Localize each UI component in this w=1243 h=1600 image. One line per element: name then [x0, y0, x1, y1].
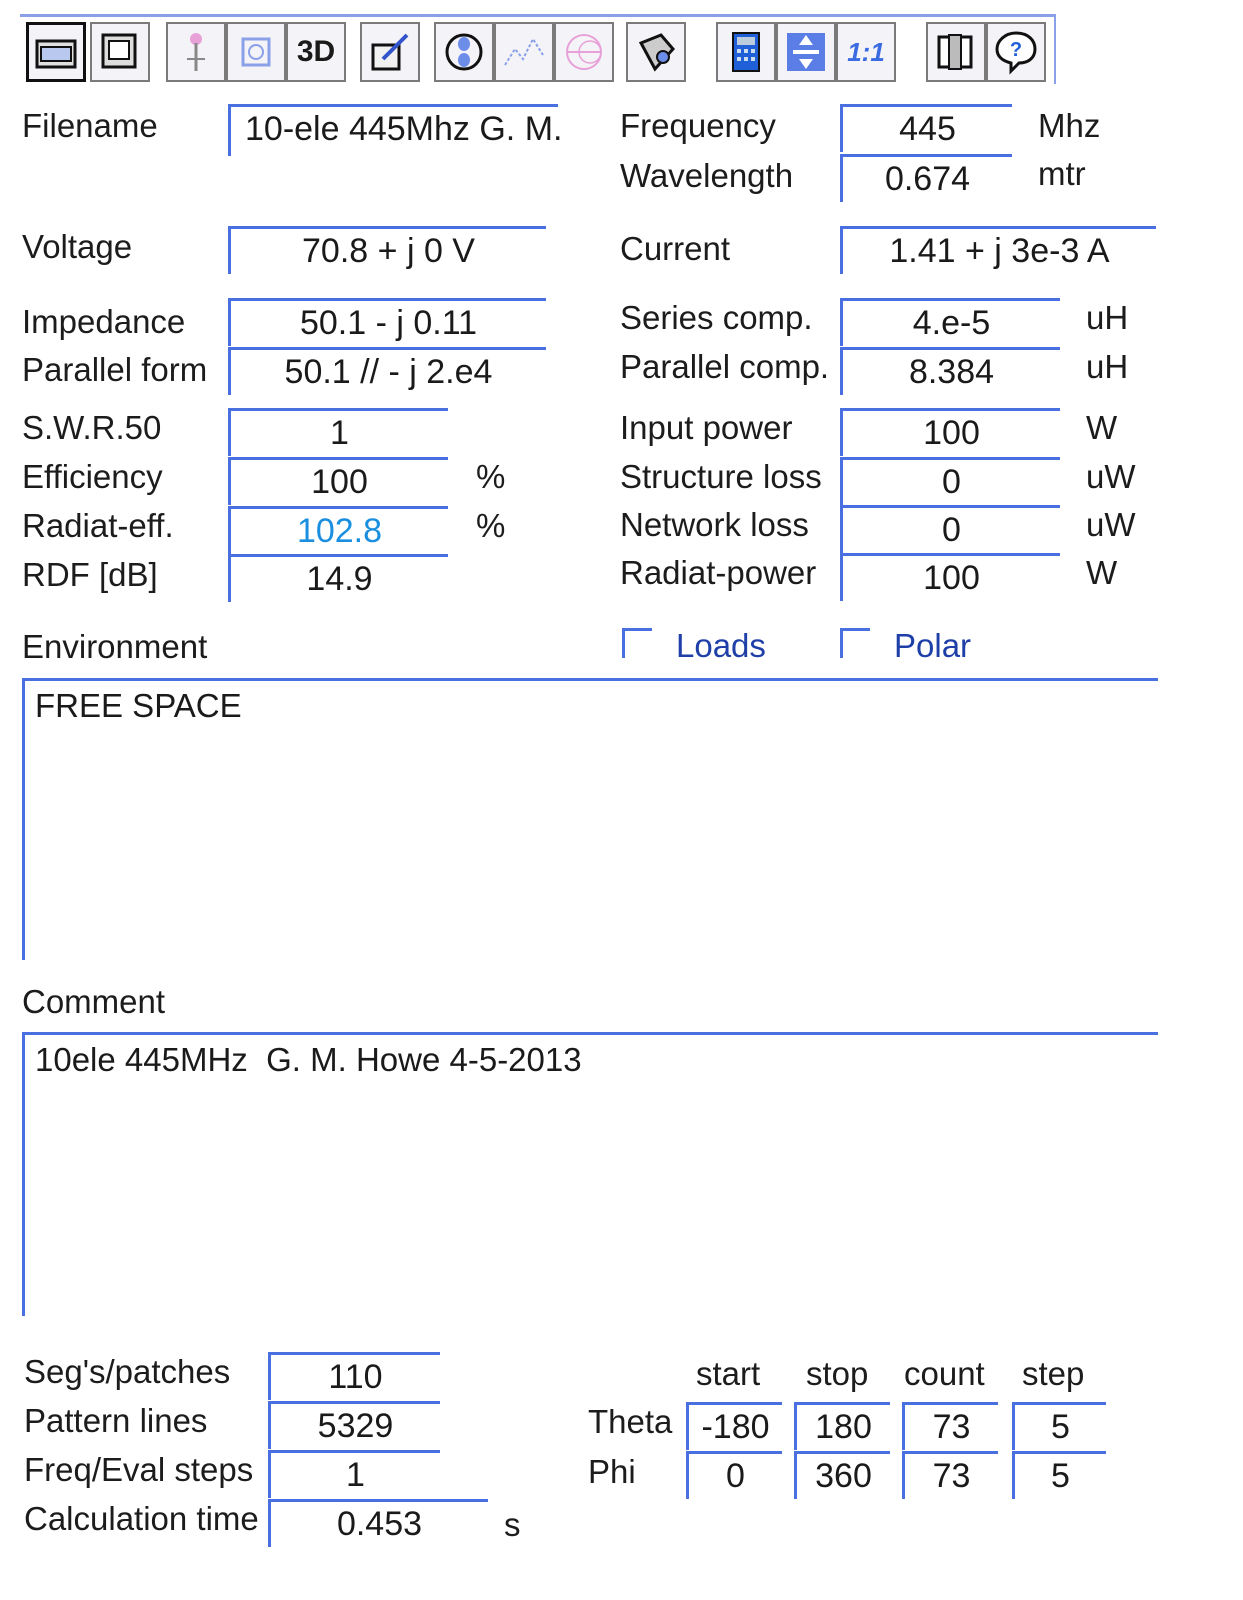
network-loss-label: Network loss [620, 506, 809, 543]
calc-time-unit: s [504, 1506, 521, 1543]
theta-start-field[interactable]: -180 [686, 1402, 782, 1450]
calc-time-label: Calculation time [24, 1500, 259, 1537]
theta-count-field[interactable]: 73 [902, 1402, 998, 1450]
theta-step-field[interactable]: 5 [1012, 1402, 1106, 1450]
cube-view-icon [233, 29, 279, 75]
open-folder-button[interactable] [26, 22, 86, 82]
radiat-power-field[interactable]: 100 [840, 553, 1060, 601]
radiation-pattern-icon [441, 29, 487, 75]
phi-start-field[interactable]: 0 [686, 1451, 782, 1499]
radiation-pattern-button[interactable] [434, 22, 494, 82]
rdf-field[interactable]: 14.9 [228, 554, 448, 602]
frequency-unit: Mhz [1038, 107, 1101, 144]
move-icon [783, 29, 829, 75]
input-power-label: Input power [620, 409, 793, 446]
3d-button[interactable] [286, 22, 346, 82]
swr-label: S.W.R.50 [22, 409, 162, 446]
cube-view-button[interactable] [226, 22, 286, 82]
help-icon [993, 29, 1039, 75]
voltage-field[interactable]: 70.8 + j 0 V [228, 226, 546, 274]
frequency-field[interactable]: 445 [840, 104, 1012, 152]
manual-book-icon [933, 29, 979, 75]
calculator-icon [723, 29, 769, 75]
input-power-unit: W [1086, 409, 1118, 446]
parallel-comp-label: Parallel comp. [620, 348, 830, 385]
impedance-label: Impedance [22, 303, 186, 340]
series-comp-unit: uH [1086, 299, 1129, 336]
smith-chart-icon [561, 29, 607, 75]
ratio-icon: 1:1 [847, 36, 885, 67]
segs-field[interactable]: 110 [268, 1352, 440, 1400]
freq-eval-field[interactable]: 1 [268, 1450, 440, 1498]
save-disk-icon [97, 29, 143, 75]
series-comp-field[interactable]: 4.e-5 [840, 298, 1060, 346]
parallel-comp-unit: uH [1086, 348, 1129, 385]
impedance-field[interactable]: 50.1 - j 0.11 [228, 298, 546, 346]
calc-time-field: 0.453 [268, 1499, 488, 1547]
environment-textarea[interactable]: FREE SPACE [22, 678, 1158, 960]
environment-label: Environment [22, 628, 208, 665]
optimizer-icon [633, 29, 679, 75]
parallel-form-label: Parallel form [22, 351, 208, 388]
radiat-eff-unit: % [476, 507, 506, 544]
radiat-power-label: Radiat-power [620, 554, 817, 591]
pattern-lines-label: Pattern lines [24, 1402, 208, 1439]
voltage-label: Voltage [22, 228, 133, 265]
theta-label: Theta [588, 1403, 673, 1440]
structure-loss-field[interactable]: 0 [840, 457, 1060, 505]
polar-checkbox[interactable] [840, 628, 870, 658]
3d-icon: 3D [296, 35, 336, 68]
frequency-label: Frequency [620, 107, 776, 144]
wavelength-field[interactable]: 0.674 [840, 154, 1012, 202]
wavelength-unit: mtr [1038, 155, 1086, 192]
frequency-sweep-button[interactable] [494, 22, 554, 82]
radiat-eff-field[interactable]: 102.8 [228, 506, 448, 554]
pattern-lines-field[interactable]: 5329 [268, 1401, 440, 1449]
swr-field[interactable]: 1 [228, 408, 448, 456]
efficiency-label: Efficiency [22, 458, 163, 495]
segs-label: Seg's/patches [24, 1353, 231, 1390]
ratio-button[interactable] [836, 22, 896, 82]
edit-geometry-button[interactable] [360, 22, 420, 82]
rdf-label: RDF [dB] [22, 556, 158, 593]
structure-loss-label: Structure loss [620, 458, 822, 495]
efficiency-field[interactable]: 100 [228, 457, 448, 505]
manual-button[interactable] [926, 22, 986, 82]
current-field[interactable]: 1.41 + j 3e-3 A [840, 226, 1156, 274]
start-header: start [696, 1355, 761, 1392]
edit-geometry-icon [367, 29, 413, 75]
radiat-eff-label: Radiat-eff. [22, 507, 174, 544]
phi-label: Phi [588, 1453, 636, 1490]
wavelength-label: Wavelength [620, 157, 794, 194]
save-button[interactable] [90, 22, 150, 82]
antenna-button[interactable] [166, 22, 226, 82]
calculator-button[interactable] [716, 22, 776, 82]
open-folder-icon [33, 29, 79, 75]
comment-textarea[interactable]: 10ele 445MHz G. M. Howe 4-5-2013 [22, 1032, 1158, 1316]
svg-text:?: ? [1009, 39, 1023, 61]
move-button[interactable] [776, 22, 836, 82]
toolbar [20, 14, 1056, 84]
radiat-power-unit: W [1086, 554, 1118, 591]
loads-label[interactable]: Loads [676, 627, 766, 664]
parallel-form-field[interactable]: 50.1 // - j 2.e4 [228, 347, 546, 395]
input-power-field[interactable]: 100 [840, 408, 1060, 456]
freq-eval-label: Freq/Eval steps [24, 1451, 254, 1488]
count-header: count [904, 1355, 985, 1392]
series-comp-label: Series comp. [620, 299, 813, 336]
structure-loss-unit: uW [1086, 458, 1136, 495]
phi-stop-field[interactable]: 360 [794, 1451, 890, 1499]
loads-checkbox[interactable] [622, 628, 652, 658]
filename-label: Filename [22, 107, 158, 144]
stop-header: stop [806, 1355, 869, 1392]
theta-stop-field[interactable]: 180 [794, 1402, 890, 1450]
optimizer-button[interactable] [626, 22, 686, 82]
network-loss-field[interactable]: 0 [840, 505, 1060, 553]
help-button[interactable] [986, 22, 1046, 82]
step-header: step [1022, 1355, 1085, 1392]
efficiency-unit: % [476, 458, 506, 495]
smith-chart-button[interactable] [554, 22, 614, 82]
antenna-icon [173, 29, 219, 75]
current-label: Current [620, 230, 731, 267]
phi-count-field[interactable]: 73 [902, 1451, 998, 1499]
parallel-comp-field[interactable]: 8.384 [840, 347, 1060, 395]
polar-label[interactable]: Polar [894, 627, 972, 664]
phi-step-field[interactable]: 5 [1012, 1451, 1106, 1499]
network-loss-unit: uW [1086, 506, 1136, 543]
comment-label: Comment [22, 983, 166, 1020]
frequency-sweep-icon [501, 29, 547, 75]
filename-field[interactable]: 10-ele 445Mhz G. M. [228, 104, 558, 156]
